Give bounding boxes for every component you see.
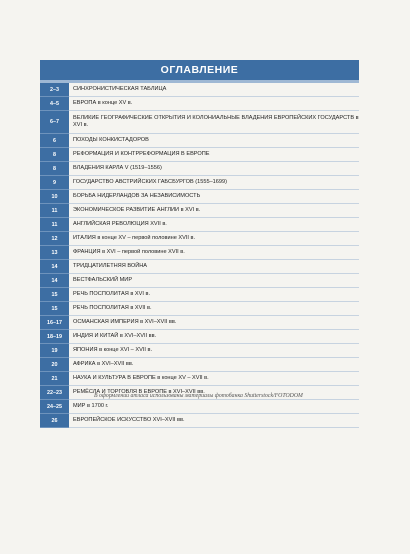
toc-row (40, 316, 359, 330)
toc-page-number: 13 (40, 246, 69, 260)
toc-page-number: 19 (40, 344, 69, 358)
toc-page-number: 21 (40, 372, 69, 386)
toc-row (40, 246, 359, 260)
toc-entry-title: ЯПОНИЯ в конце XVI – XVII в. (73, 347, 152, 353)
toc-entry-title: ФРАНЦИЯ в XVI – первой половине XVII в. (73, 249, 185, 255)
toc-entry-title: БОРЬБА НИДЕРЛАНДОВ ЗА НЕЗАВИСИМОСТЬ (73, 193, 201, 199)
toc-row (40, 358, 359, 372)
toc-page-number: 4–5 (40, 97, 69, 111)
toc-row (40, 232, 359, 246)
toc-row (40, 372, 359, 386)
toc-page-number: 8 (40, 148, 69, 162)
toc-row (40, 176, 359, 190)
toc-row (40, 218, 359, 232)
toc-entry-title: ВЛАДЕНИЯ КАРЛА V (1519–1556) (73, 165, 162, 171)
toc-entry-title: ТРИДЦАТИЛЕТНЯЯ ВОЙНА (73, 263, 148, 269)
toc-entry-title: АНГЛИЙСКАЯ РЕВОЛЮЦИЯ XVII в. (73, 221, 167, 227)
photo-credit-caption: В оформлении атласа использованы материалы фотобанка Shutterstock/FOTODOM (94, 393, 303, 399)
toc-entry-title: РЕЧЬ ПОСПОЛИТАЯ в XVII в. (73, 305, 152, 311)
toc-entry-title: ВЕЛИКИЕ ГЕОГРАФИЧЕСКИЕ ОТКРЫТИЯ И КОЛОНИАЛЬНЫЕ ВЛАДЕНИЯ ЕВРОПЕЙСКИХ ГОСУДАРСТВ в XVI в. (73, 115, 359, 128)
toc-page-number: 22–23 (40, 386, 69, 400)
toc-row (40, 111, 359, 134)
toc-entry-title: РЕФОРМАЦИЯ И КОНТРРЕФОРМАЦИЯ В ЕВРОПЕ (73, 151, 210, 157)
toc-page-number: 6–7 (40, 111, 69, 134)
toc-page-number: 11 (40, 204, 69, 218)
toc-page-number: 15 (40, 288, 69, 302)
toc-page-number: 20 (40, 358, 69, 372)
toc-page-number: 12 (40, 232, 69, 246)
table-of-contents (40, 60, 359, 428)
toc-page-number: 10 (40, 190, 69, 204)
toc-row (40, 134, 359, 148)
toc-page-number: 26 (40, 414, 69, 428)
toc-row (40, 260, 359, 274)
toc-entry-title: ВЕСТФАЛЬСКИЙ МИР (73, 277, 133, 283)
toc-page-number: 8 (40, 162, 69, 176)
toc-entry-title: НАУКА И КУЛЬТУРА В ЕВРОПЕ в конце XV – XVII в. (73, 375, 209, 381)
toc-row (40, 344, 359, 358)
toc-row (40, 162, 359, 176)
toc-row (40, 302, 359, 316)
toc-page-number: 16–17 (40, 316, 69, 330)
toc-page-number: 14 (40, 274, 69, 288)
toc-row (40, 330, 359, 344)
toc-page-number: 6 (40, 134, 69, 148)
toc-page-number: 9 (40, 176, 69, 190)
toc-page-number: 24–25 (40, 400, 69, 414)
toc-entry-title: РЕЧЬ ПОСПОЛИТАЯ в XVI в. (73, 291, 151, 297)
toc-row (40, 148, 359, 162)
toc-entry-title: АФРИКА в XVI–XVII вв. (73, 361, 134, 367)
toc-page-number: 14 (40, 260, 69, 274)
toc-entry-title: СИНХРОНИСТИЧЕСКАЯ ТАБЛИЦА (73, 86, 167, 92)
toc-entry-title: ИТАЛИЯ в конце XV – первой половине XVII в. (73, 235, 196, 241)
toc-entry-title: ИНДИЯ И КИТАЙ в XVI–XVII вв. (73, 333, 157, 339)
toc-page-number: 15 (40, 302, 69, 316)
toc-row (40, 97, 359, 111)
toc-entry-title: ОСМАНСКАЯ ИМПЕРИЯ в XVI–XVII вв. (73, 319, 177, 325)
toc-page-number: 18–19 (40, 330, 69, 344)
toc-entry-title: ЕВРОПЕЙСКОЕ ИСКУССТВО XVI–XVII вв. (73, 417, 185, 423)
toc-row (40, 414, 359, 428)
toc-entry-title: ПОХОДЫ КОНКИСТАДОРОВ (73, 137, 149, 143)
toc-row (40, 288, 359, 302)
toc-row (40, 204, 359, 218)
toc-row (40, 274, 359, 288)
toc-rows (40, 83, 359, 428)
toc-row (40, 400, 359, 414)
toc-entry-title: ГОСУДАРСТВО АВСТРИЙСКИХ ГАБСБУРГОВ (1555–1699) (73, 179, 227, 185)
toc-entry-title: ЭКОНОМИЧЕСКОЕ РАЗВИТИЕ АНГЛИИ в XVI в. (73, 207, 201, 213)
toc-row (40, 190, 359, 204)
toc-entry-title: РЕМЁСЛА И ТОРГОВЛЯ В ЕВРОПЕ в XVI–XVII вв. (73, 389, 205, 395)
toc-row (40, 83, 359, 97)
toc-page-number: 2–3 (40, 83, 69, 97)
toc-title: ОГЛАВЛЕНИЕ (40, 60, 359, 83)
toc-entry-title: МИР в 1700 г. (73, 403, 109, 409)
toc-entry-title: ЕВРОПА в конце XV в. (73, 100, 133, 106)
toc-page-number: 11 (40, 218, 69, 232)
